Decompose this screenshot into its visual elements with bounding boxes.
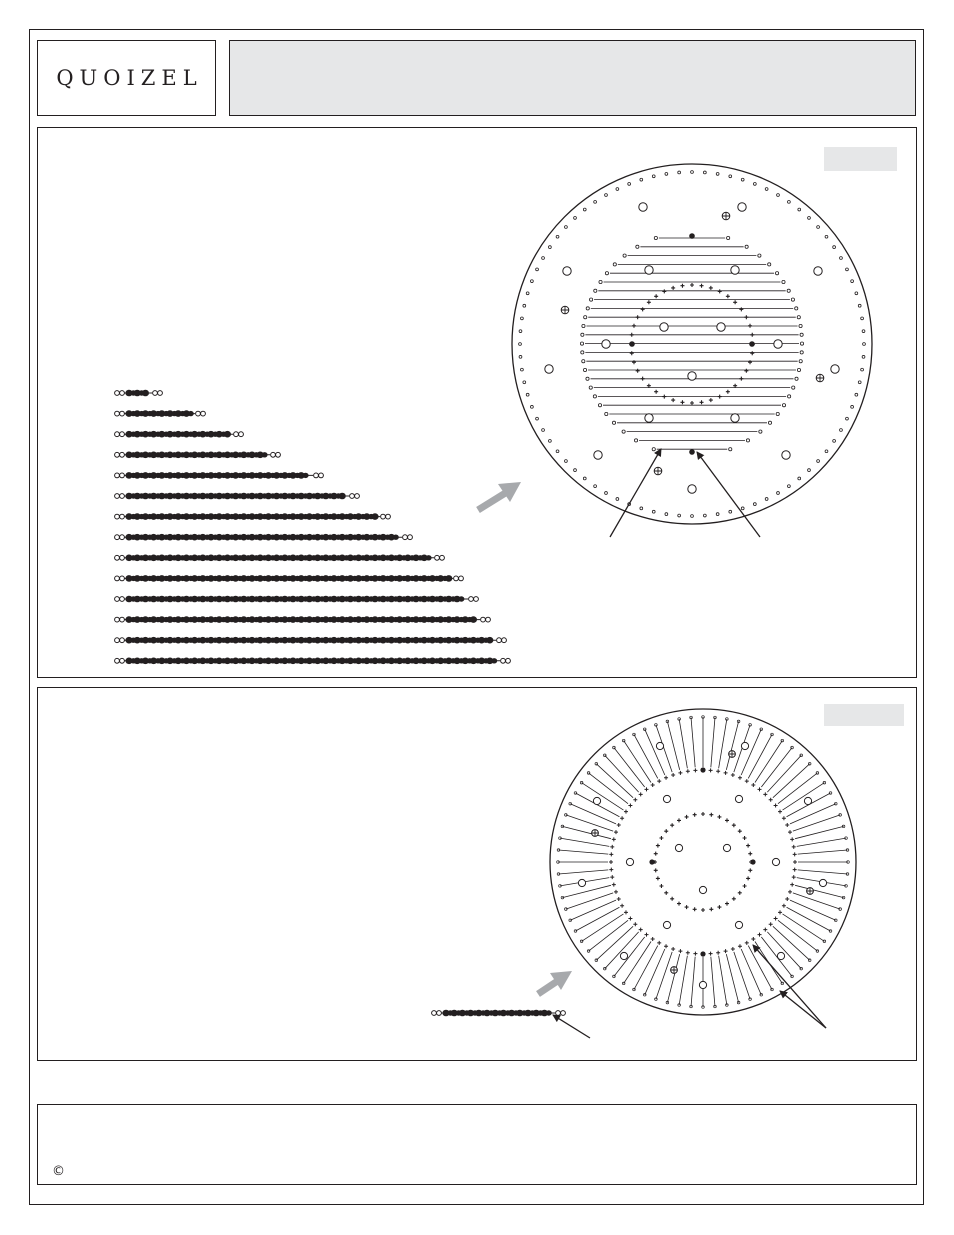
crystal-strand-icon bbox=[115, 452, 281, 459]
crystal-strand-icon bbox=[115, 513, 391, 520]
assembly-direction-arrow-icon bbox=[478, 482, 521, 510]
crystal-strand-icon bbox=[115, 390, 163, 397]
plate-holes bbox=[545, 203, 839, 493]
crystal-strand-icon bbox=[432, 1010, 566, 1017]
crystal-strand-icon bbox=[115, 596, 479, 603]
radial-strands bbox=[557, 716, 850, 1009]
brand-logo: QUOIZEL bbox=[56, 66, 203, 90]
crystal-strand-icon bbox=[115, 410, 206, 417]
crystal-strand-icon bbox=[115, 472, 324, 479]
copyright-icon: © bbox=[52, 1164, 65, 1179]
crystal-strand-icon bbox=[115, 493, 360, 500]
crystal-strand-icon bbox=[115, 616, 491, 623]
plate-holes bbox=[578, 742, 826, 988]
crystal-strand-icon bbox=[115, 658, 511, 665]
crystal-strand-icon bbox=[432, 1010, 566, 1017]
assembly-direction-arrow-icon bbox=[538, 971, 572, 994]
crystal-strand-icon bbox=[115, 431, 244, 438]
mounting-plate-diagram-icon bbox=[550, 709, 856, 1015]
crystal-strand-icon bbox=[115, 534, 413, 541]
mounting-plate-diagram-icon bbox=[512, 164, 872, 524]
strand-rows bbox=[580, 236, 803, 450]
crystal-strand-icon bbox=[115, 555, 445, 562]
crystal-strand-set bbox=[115, 390, 511, 664]
crystal-strand-icon bbox=[115, 575, 464, 582]
inner-hook-ring bbox=[653, 812, 753, 912]
crystal-strand-icon bbox=[115, 637, 507, 644]
